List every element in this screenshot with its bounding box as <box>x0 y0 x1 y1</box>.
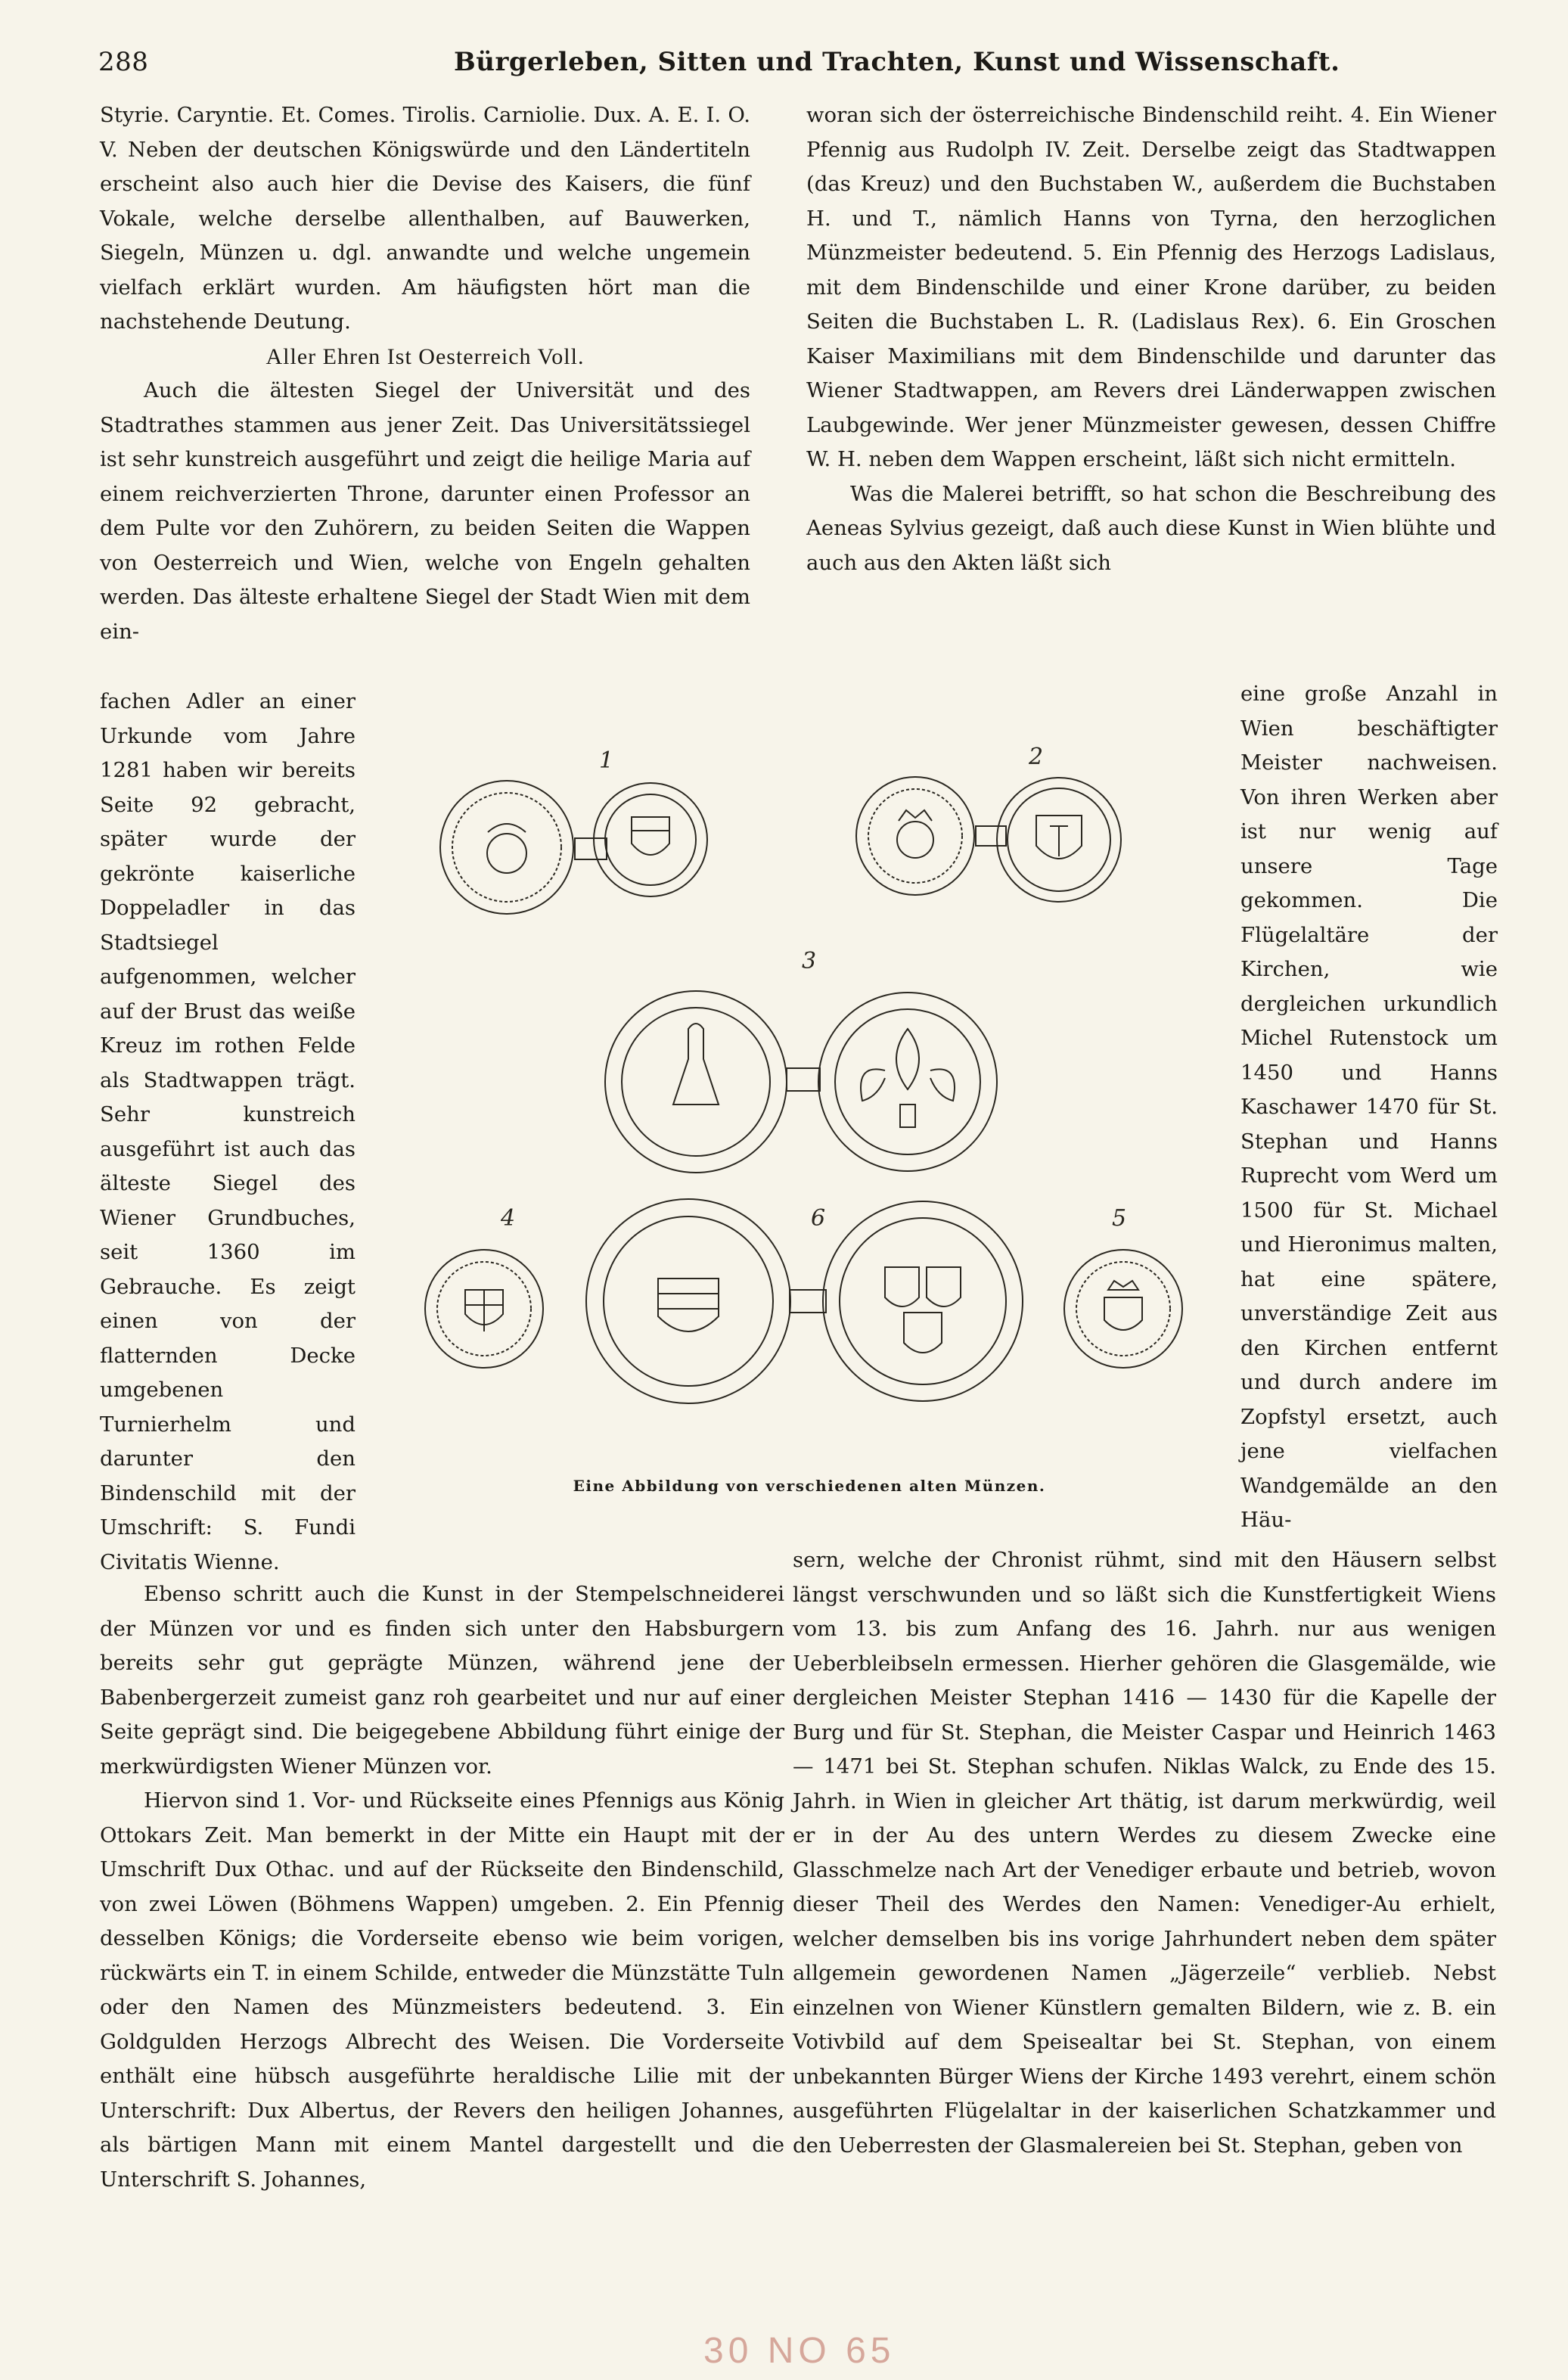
paragraph: fachen Adler an einer Urkunde vom Jahre 1281 haben wir bereits Seite 92 gebracht, später wurde der gekrönte kaiserliche Doppeladler in das Stadtsiegel aufgenommen, welcher auf der Brust das weiße Kreuz im rothen Felde als Stadtwappen trägt. Sehr kunstreich ausgeführt ist auch das älteste Siegel des Wiener Grundbuches, seit 1360 im Gebrauche. Es zeigt einen von der flatternden Decke umgebenen Turnierhelm und darunter den Bindenschild mit der Umschrift: S. Fundi Civitatis Wienne. <box>100 689 356 1574</box>
coin-link <box>575 838 607 859</box>
coin-6-reverse <box>823 1201 1023 1401</box>
coin-3-reverse <box>818 993 997 1171</box>
figure-label-6: 6 <box>811 1205 826 1232</box>
coin-2-obverse <box>856 777 974 895</box>
coin-1-reverse <box>594 783 707 896</box>
page-number: 288 <box>98 47 149 77</box>
right-column-narrow <box>1240 677 1498 1538</box>
coin-4 <box>425 1250 543 1368</box>
library-stamp: 30 NO 65 <box>703 2331 896 2371</box>
paragraph: eine große Anzahl in Wien beschäftigter Meister nachweisen. Von ihren Werken aber ist nur wenig auf unsere Tage gekommen. Die Flügelaltäre der Kirchen, wie dergleichen urkundlich Michel Rutenstock um 1450 und Hanns Kaschawer 1470 für St. Stephan und Hanns Ruprecht vom Werd um 1500 für St. Michael und Hieronimus malten, hat eine spätere, unverständige Zeit aus den Kirchen entfernt und durch andere im Zopfstyl ersetzt, auch jene vielfachen Wandgemälde an den Häu- <box>1240 682 1498 1532</box>
coins-illustration <box>393 726 1225 1498</box>
left-column-bottom <box>100 1577 784 2197</box>
coin-link <box>787 1068 820 1091</box>
coin-link <box>790 1290 826 1313</box>
coin-5 <box>1064 1250 1182 1368</box>
motto: Aller Ehren Ist Oesterreich Voll. <box>265 343 585 369</box>
running-title: Bürgerleben, Sitten und Trachten, Kunst und Wissenschaft. <box>454 47 1340 77</box>
left-column-narrow <box>100 685 356 1580</box>
paragraph: woran sich der österreichische Bindenschild reiht. 4. Ein Wiener Pfennig aus Rudolph IV. Zeit. Derselbe zeigt das Stadtwappen (das Kreuz) und den Buchstaben W., außerdem die Buchstaben H. und T., nämlich Hanns von Tyrna, den herzoglichen Münzmeister bedeutend. 5. Ein Pfennig des Herzogs Ladislaus, mit dem Bindenschilde und einer Krone darüber, zu beiden Seiten die Buchstaben L. R. (Ladislaus Rex). 6. Ein Groschen Kaiser Maximilians mit dem Bindenschilde und darunter das Wiener Stadtwappen, am Revers drei Länderwappen zwischen Laubgewinde. Wer jener Münzmeister gewesen, dessen Chiffre W. H. neben dem Wappen erscheint, läßt sich nicht ermitteln. <box>806 103 1496 471</box>
paragraph: sern, welche der Chronist rühmt, sind mit den Häusern selbst längst verschwunden und so läßt sich die Kunstfertigkeit Wiens vom 13. bis zum Anfang des 16. Jahrh. nur aus wenigen Ueberbleibseln ermessen. Hierher gehören die Glasgemälde, wie dergleichen Meister Stephan 1416 — 1430 für die Kapelle der Burg und für St. Stephan, die Meister Caspar und Heinrich 1463 — 1471 bei St. Stephan schufen. Niklas Walck, zu Ende des 15. Jahrh. in Wien in gleicher Art thätig, ist darum merkwürdig, weil er in der Au des untern Werdes zu diesem Zwecke eine Glasschmelze nach Art der Venediger erbaute und betrieb, wovon dieser Theil des Werdes den Namen: Venediger-Au erhielt, welcher demselben bis ins vorige Jahrhundert neben dem später allgemein gewordenen Namen „Jägerzeile“ verblieb. Nebst einzelnen von Wiener Künstlern gemalten Bildern, wie z. B. ein Votivbild auf dem Speisealtar bei St. Stephan, von einem unbekannten Bürger Wiens der Kirche 1493 verehrt, einem schön ausgeführten Flügelaltar in der kaiserlichen Schatzkammer und den Ueberresten der Glasmalereien bei St. Stephan, geben von <box>793 1548 1496 2158</box>
figure-label-4: 4 <box>501 1205 516 1232</box>
coin-2-reverse <box>997 778 1121 902</box>
paragraph: Hiervon sind 1. Vor- und Rückseite eines Pfennigs aus König Ottokars Zeit. Man bemerkt in der Mitte ein Haupt mit der Umschrift Dux Othac. und auf der Rückseite den Bindenschild, von zwei Löwen (Böhmens Wappen) umgeben. 2. Ein Pfennig desselben Königs; die Vorderseite ebenso wie beim vorigen, rückwärts ein T. in einem Schilde, entweder die Münzstätte Tuln oder den Namen des Münzmeisters bedeutend. 3. Ein Goldgulden Herzogs Albrecht des Weisen. Die Vorderseite enthält eine hübsch ausgeführte heraldische Lilie mit der Unterschrift: Dux Albertus, der Revers den heiligen Johannes, als bärtigen Mann mit einem Mantel dargestellt und die Unterschrift S. Johannes, <box>100 1788 784 2192</box>
right-column-bottom <box>793 1543 1496 2163</box>
coin-6-obverse <box>586 1199 790 1403</box>
left-column-top <box>100 98 750 649</box>
paragraph: Auch die ältesten Siegel der Universität und des Stadtrathes stammen aus jener Zeit. Das Universitätssiegel ist sehr kunstreich ausgeführt und zeigt die heilige Maria auf einem reichverzierten Throne, darunter einen Professor an dem Pulte vor den Zuhörern, zu beiden Seiten die Wappen von Oesterreich und Wien, welche von Engeln gehalten werden. Das älteste erhaltene Siegel der Stadt Wien mit dem ein- <box>100 378 750 644</box>
paragraph: Was die Malerei betrifft, so hat schon die Beschreibung des Aeneas Sylvius gezeigt, daß auch diese Kunst in Wien blühte und auch aus den Akten läßt sich <box>806 481 1496 575</box>
coin-3-obverse <box>605 991 787 1173</box>
figure-label-1: 1 <box>599 747 614 774</box>
running-header <box>98 47 1498 86</box>
coin-1-obverse <box>440 781 573 914</box>
figure-label-2: 2 <box>1029 744 1044 770</box>
figure-label-3: 3 <box>802 948 817 974</box>
right-column-top <box>806 98 1496 580</box>
paragraph: Styrie. Caryntie. Et. Comes. Tirolis. Carniolie. Dux. A. E. I. O. V. Neben der deutschen Königswürde und den Ländertiteln erscheint also auch hier die Devise des Kaisers, die fünf Vokale, welche derselbe allenthalben, auf Bauwerken, Siegeln, Münzen u. dgl. anwandte und welche ungemein vielfach erklärt wurden. Am häufigsten hört man die nachstehende Deutung. <box>100 103 750 334</box>
figure-label-5: 5 <box>1112 1205 1127 1232</box>
figure-caption: Eine Abbildung von verschiedenen alten Münzen. <box>573 1477 1046 1495</box>
paragraph: Ebenso schritt auch die Kunst in der Stempelschneiderei der Münzen vor und es finden sich unter den Habsburgern bereits sehr gut geprägte Münzen, während jene der Babenbergerzeit zumeist ganz roh gearbeitet und nur auf einer Seite geprägt sind. Die beigegebene Abbildung führt einige der merkwürdigsten Wiener Münzen vor. <box>100 1582 784 1779</box>
coin-link <box>976 826 1006 846</box>
